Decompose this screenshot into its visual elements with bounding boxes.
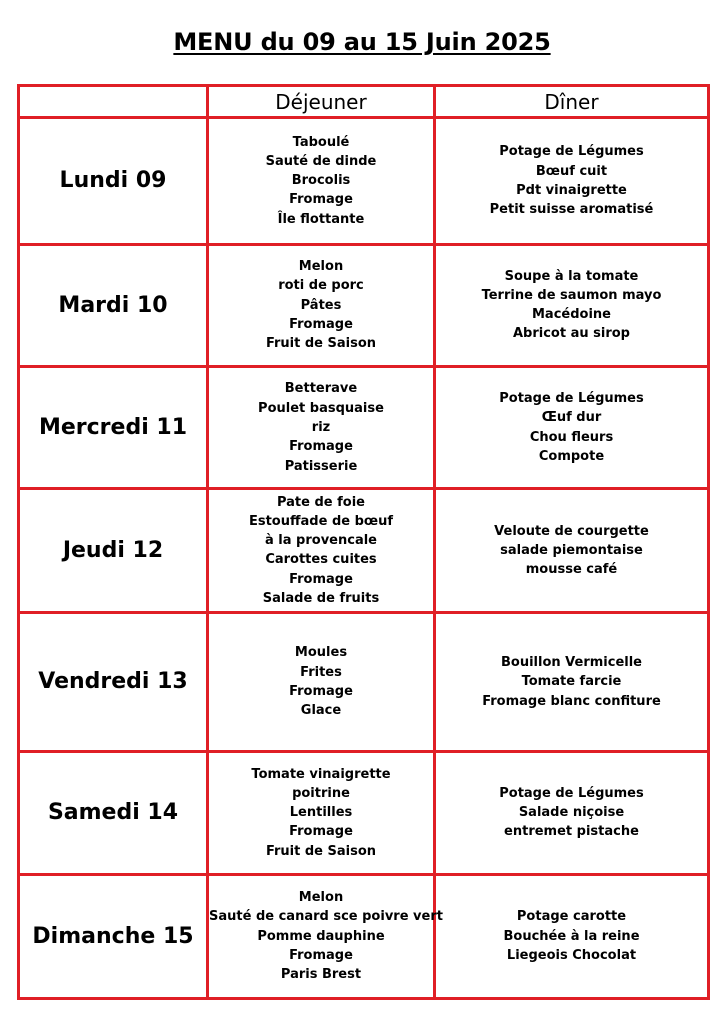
page-title: MENU du 09 au 15 Juin 2025: [173, 28, 551, 56]
lunch-dish: poitrine: [292, 785, 350, 801]
dinner-dish: Compote: [538, 448, 605, 464]
dinner-cell: [435, 366, 709, 488]
dinner-cell: [435, 244, 709, 366]
lunch-dish: Fromage: [289, 316, 353, 332]
lunch-cell: [208, 118, 435, 244]
lunch-dish: Fruit de Saison: [265, 336, 377, 352]
lunch-dish: Melon: [298, 890, 344, 906]
dinner-cell: [435, 118, 709, 244]
dinner-dish: Potage de Légumes: [499, 144, 644, 160]
lunch-dish: Sauté de dinde: [265, 153, 377, 169]
lunch-dish: Melon: [298, 258, 344, 274]
header-empty-cell: [19, 86, 208, 118]
dinner-cell: [435, 612, 709, 751]
lunch-dish: Lentilles: [289, 805, 353, 821]
lunch-cell: [208, 612, 435, 751]
lunch-dish: Pate de foie: [276, 494, 366, 510]
dinner-cell: [435, 489, 709, 612]
lunch-dish: Taboulé: [292, 134, 350, 150]
dinner-dish: Œuf dur: [541, 410, 602, 426]
dinner-cell: [435, 752, 709, 874]
day-label: Lundi 09: [19, 118, 208, 244]
lunch-dish: Sauté de canard sce poivre vert: [209, 909, 443, 925]
dinner-dish: Pdt vinaigrette: [516, 182, 627, 198]
lunch-dish: Patisserie: [284, 458, 358, 474]
lunch-dish: Betterave: [284, 381, 358, 397]
lunch-cell: [208, 489, 435, 612]
lunch-dish: Pâtes: [300, 297, 342, 313]
lunch-cell: [208, 752, 435, 874]
dinner-dish: Potage de Légumes: [499, 785, 644, 801]
lunch-dish: Fruit de Saison: [265, 843, 377, 859]
lunch-dish: Fromage: [289, 683, 353, 699]
menu-row: [19, 874, 709, 998]
dinner-dish: Tomate farcie: [521, 674, 622, 690]
menu-table: [17, 84, 710, 1000]
dinner-dish: Soupe à la tomate: [504, 268, 639, 284]
lunch-dish: Fromage: [289, 947, 353, 963]
day-label: Samedi 14: [19, 752, 208, 874]
day-label: Mercredi 11: [19, 366, 208, 488]
lunch-dish: Fromage: [289, 192, 353, 208]
lunch-dish: Moules: [294, 645, 348, 661]
day-label: Jeudi 12: [19, 489, 208, 612]
day-label: Vendredi 13: [19, 612, 208, 751]
header-dinner: Dîner: [435, 86, 709, 118]
dinner-dish: Chou fleurs: [529, 429, 614, 445]
lunch-dish: Frites: [300, 664, 342, 680]
lunch-dish: Fromage: [289, 824, 353, 840]
lunch-dish: riz: [311, 419, 331, 435]
lunch-dish: Glace: [300, 703, 342, 719]
header-lunch: Déjeuner: [208, 86, 435, 118]
dinner-dish: mousse café: [525, 562, 618, 578]
header-row: [19, 86, 709, 118]
lunch-dish: Pomme dauphine: [257, 928, 385, 944]
dinner-dish: Bœuf cuit: [535, 163, 608, 179]
menu-row: [19, 366, 709, 488]
lunch-cell: [208, 874, 443, 998]
dinner-cell: [435, 874, 709, 998]
dinner-dish: Macédoine: [532, 307, 611, 323]
dinner-dish: salade piemontaise: [500, 542, 643, 558]
dinner-dish: Potage de Légumes: [499, 390, 644, 406]
menu-row: [19, 489, 709, 612]
dinner-dish: Petit suisse aromatisé: [489, 202, 654, 218]
lunch-dish: à la provencale: [265, 533, 377, 549]
lunch-dish: Brocolis: [291, 173, 351, 189]
lunch-cell: [208, 366, 435, 488]
lunch-dish: Salade de fruits: [262, 591, 380, 607]
lunch-dish: Fromage: [289, 571, 353, 587]
dinner-dish: Fromage blanc confiture: [482, 693, 661, 709]
menu-row: [19, 244, 709, 366]
menu-row: [19, 752, 709, 874]
menu-row: [19, 118, 709, 244]
lunch-dish: Poulet basquaise: [258, 400, 384, 416]
menu-row: [19, 612, 709, 751]
day-label: Mardi 10: [19, 244, 208, 366]
dinner-dish: Terrine de saumon mayo: [481, 287, 662, 303]
lunch-dish: Île flottante: [277, 211, 365, 227]
dinner-dish: Liegeois Chocolat: [506, 947, 637, 963]
lunch-dish: Tomate vinaigrette: [251, 766, 391, 782]
lunch-dish: Estouffade de bœuf: [248, 513, 394, 529]
dinner-dish: Bouchée à la reine: [503, 928, 640, 944]
lunch-dish: Paris Brest: [280, 967, 362, 983]
dinner-dish: Abricot au sirop: [512, 326, 630, 342]
dinner-dish: entremet pistache: [504, 824, 639, 840]
dinner-dish: Potage carotte: [516, 909, 627, 925]
dinner-dish: Bouillon Vermicelle: [500, 654, 642, 670]
dinner-dish: Veloute de courgette: [494, 523, 649, 539]
day-label: Dimanche 15: [19, 874, 208, 998]
lunch-dish: roti de porc: [278, 278, 364, 294]
lunch-dish: Fromage: [289, 439, 353, 455]
lunch-dish: Carottes cuites: [265, 552, 377, 568]
lunch-cell: [208, 244, 435, 366]
dinner-dish: Salade niçoise: [518, 805, 625, 821]
